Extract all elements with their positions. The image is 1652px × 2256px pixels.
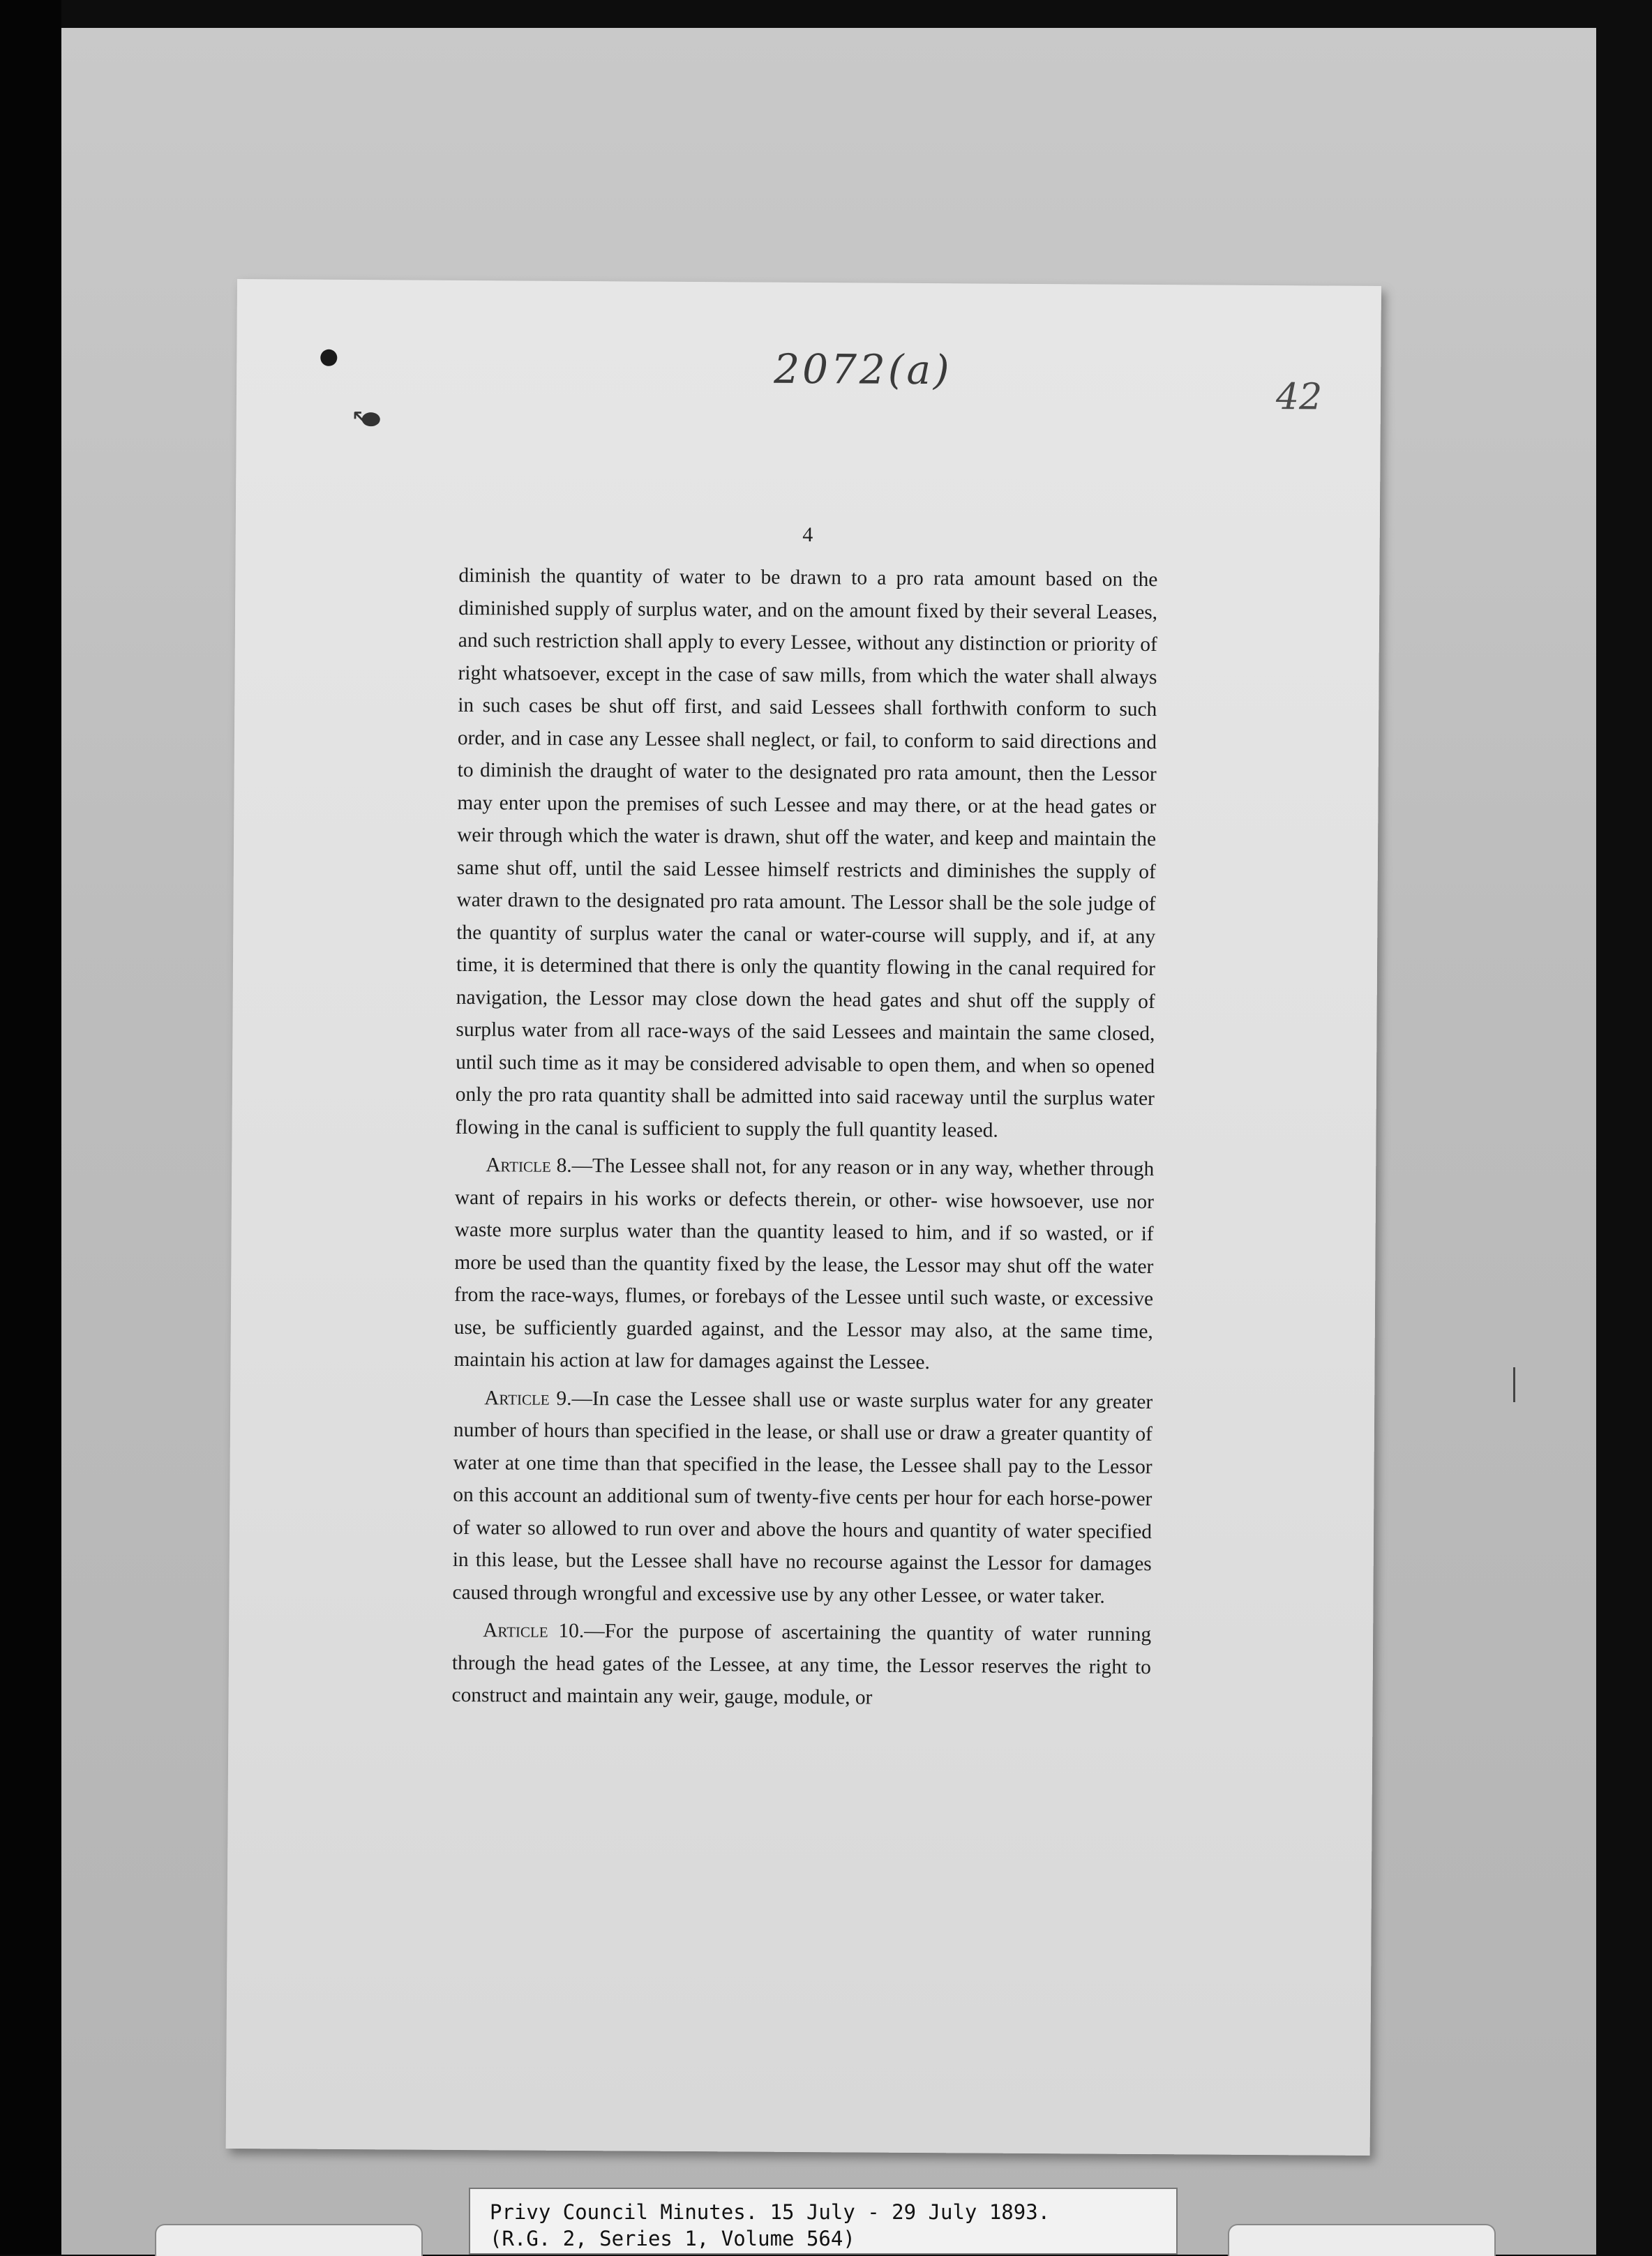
text-line: caused through wrongful and excessive use by any other Lessee, or water (452, 1581, 1056, 1607)
text-line: diminish the quantity of water to be drawn to a pro rata amount based on (458, 564, 1123, 591)
scan-left-edge (0, 0, 61, 2255)
text-line: reserves the right to construct and maintain any weir, gauge, module, or (451, 1655, 1151, 1709)
page-number: 4 (802, 522, 813, 547)
article-paragraph (452, 1381, 1152, 1613)
text-line: or weir through which the water is drawn, shut off the water, and keep (457, 795, 1157, 850)
edge-mark (1513, 1367, 1515, 1402)
footer-line-2: (R.G. 2, Series 1, Volume 564) (490, 2227, 855, 2250)
text-line: —The Lessee shall not, for any reason or in any way, (571, 1154, 1014, 1180)
continuation-paragraph (455, 559, 1157, 1148)
document-page (226, 279, 1381, 2156)
text-line: and maintain the same shut off, until the said Lessee himself restricts and (456, 827, 1157, 882)
article-paragraph (453, 1149, 1154, 1381)
text-line: run over and above the hours and quantity of water specified in this lease, (452, 1517, 1152, 1572)
text-line: lease, the Lessor may shut off the water from the race-ways, flumes, or (454, 1253, 1154, 1308)
text-line: there is only the quantity flowing in the canal required for navigation, (456, 954, 1156, 1009)
text-line: of twenty-five cents per hour for each horse-power of water so allowed to (452, 1485, 1152, 1540)
footer-line-1: Privy Council Minutes. 15 July - 29 July 1893. (490, 2200, 1051, 2224)
text-line: the full quantity leased. (805, 1118, 998, 1142)
text-line: any greater number of hours than specified in the lease, or shall use or (453, 1390, 1153, 1445)
text-line: canal or water-course will supply, and if, at any time, it is determined that (456, 922, 1156, 977)
text-line: said Lessees shall forthwith conform to such order, and in case any Lessee (457, 695, 1157, 751)
text-line: mills, from which the water shall always in such cases be shut off first, and (458, 663, 1157, 719)
text-line: guarded against, and the Lessor may also, at the same time, maintain his (453, 1316, 1153, 1371)
text-line: diminishes the supply of water drawn to the designated pro rata amount. (456, 859, 1156, 914)
text-line: when so opened only the pro rata quantity shall be admitted into said (455, 1054, 1155, 1108)
text-line: several Leases, and such restriction shall apply to every Lessee, without (458, 600, 1158, 654)
archive-footer-label (469, 2188, 1178, 2255)
text-line: taker. (1060, 1584, 1105, 1608)
article-label: Article 8. (486, 1154, 572, 1177)
stamp-mark: ↖ (350, 403, 371, 433)
text-line: enter upon the premises of such Lessee and may there, or at the head gates (499, 791, 1133, 818)
text-line: —In case the Lessee shall use or waste surplus water for (571, 1387, 1053, 1413)
text-line: —For the purpose of ascertaining the quantity of water (584, 1620, 1077, 1646)
text-line: action at law for damages against the Lessee. (560, 1348, 930, 1374)
punch-hole (320, 349, 337, 366)
text-line: closed, until such time as it may be considered advisable to open them, and (456, 1022, 1155, 1077)
text-line: but the Lessee shall have no recourse against the Lessor for damages (565, 1549, 1152, 1576)
text-line: any distinction or priority of right whatsoever, except in the case of saw (458, 632, 1157, 686)
text-line: shall neglect, or fail, to conform to said directions and to diminish the (457, 728, 1157, 783)
text-line: to him, and if so wasted, or if more be used than the quantity fixed by the (454, 1221, 1154, 1276)
text-line: running through the head gates of the Lessee, at any time, the Lessor (451, 1623, 1152, 1677)
document-body (451, 559, 1157, 1716)
text-line: draught of water to the designated pro rata amount, then the Lessor may (457, 760, 1157, 814)
article-paragraph (451, 1614, 1151, 1716)
text-line: raceway until the surplus water flowing in the canal is sufficient to supply (455, 1085, 1155, 1141)
text-line: The Lessor shall be the sole judge of the quantity of surplus water the (456, 891, 1156, 945)
text-line: the diminished supply of surplus water, and on the amount fixed by their (458, 568, 1158, 623)
footer-tab-right (1228, 2224, 1496, 2256)
text-line: draw a greater quantity of water at one time than that specified in the (453, 1422, 1153, 1476)
text-line: forebays of the Lessee until such waste, or excessive use, be sufficiently (453, 1285, 1154, 1339)
text-line: wise howsoever, use nor waste more surplus water than the quantity leased (454, 1189, 1155, 1244)
article-label: Article 10. (483, 1619, 585, 1643)
text-line: lease, the Lessee shall pay to the Lessor on this account an additional sum (453, 1453, 1152, 1508)
article-label: Article 9. (484, 1386, 572, 1410)
text-line: whether through want of repairs in his works or defects therein, or other- (454, 1157, 1155, 1212)
handwritten-reference-number: 2072(a) (774, 345, 952, 394)
handwritten-folio-number: 42 (1275, 376, 1323, 419)
text-line: the Lessor may close down the head gates and shut off the supply of (555, 986, 1155, 1013)
text-line: surplus water from all race-ways of the said Lessees and maintain the same (456, 1018, 1091, 1045)
footer-tab-left (155, 2224, 423, 2256)
